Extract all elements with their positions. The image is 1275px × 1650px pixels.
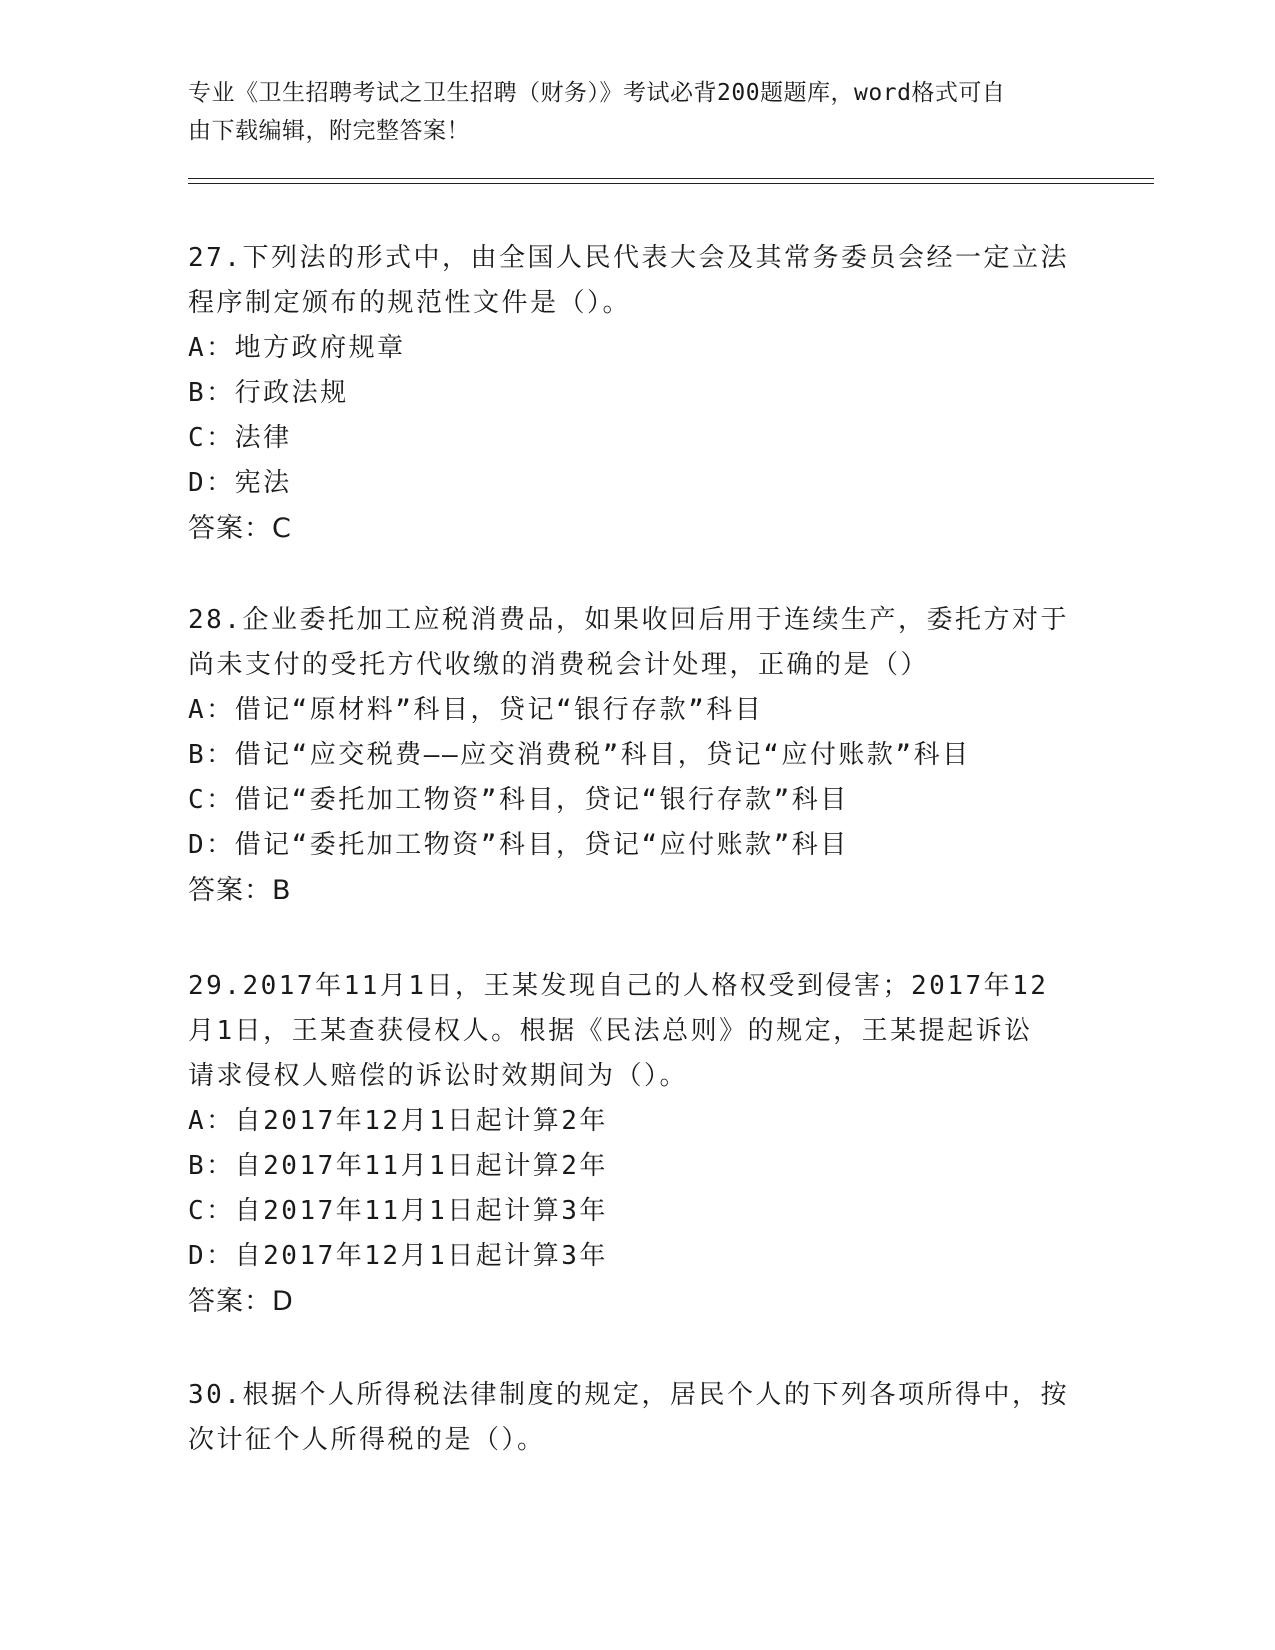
answer-line: 答案：B — [188, 875, 292, 906]
question-29 — [188, 964, 1078, 1325]
header-divider-line — [188, 183, 1154, 184]
question-28 — [188, 598, 1078, 914]
header-divider-line — [188, 178, 1154, 179]
document-header-note — [188, 74, 1078, 150]
option-c: C：借记“委托加工物资”科目，贷记“银行存款”科目 — [188, 785, 849, 815]
option-b: B：自2017年11月1日起计算2年 — [188, 1151, 608, 1181]
option-a: A：借记“原材料”科目，贷记“银行存款”科目 — [188, 695, 764, 725]
option-d: D：自2017年12月1日起计算3年 — [188, 1241, 608, 1271]
question-stem-line: 29.2017年11月1日，王某发现自己的人格权受到侵害；2017年12 — [188, 971, 1049, 1001]
option-a: A：地方政府规章 — [188, 333, 406, 363]
option-c: C：法律 — [188, 423, 292, 453]
option-c: C：自2017年11月1日起计算3年 — [188, 1196, 608, 1226]
question-stem — [188, 1373, 1078, 1463]
question-stem — [188, 598, 1078, 688]
option-b: B：行政法规 — [188, 378, 349, 408]
question-stem-line: 程序制定颁布的规范性文件是（）。 — [188, 288, 632, 318]
question-27 — [188, 236, 1078, 552]
question-stem-line: 请求侵权人赔偿的诉讼时效期间为（）。 — [188, 1061, 689, 1091]
question-stem-line: 尚未支付的受托方代收缴的消费税会计处理，正确的是（） — [188, 650, 930, 680]
question-stem — [188, 236, 1078, 326]
question-stem-line: 27.下列法的形式中，由全国人民代表大会及其常务委员会经一定立法 — [188, 243, 1069, 273]
question-30 — [188, 1373, 1078, 1463]
question-stem-line: 次计征个人所得税的是（）。 — [188, 1425, 546, 1455]
question-stem-line: 月1日，王某查获侵权人。根据《民法总则》的规定，王某提起诉讼 — [188, 1016, 1033, 1046]
question-stem — [188, 964, 1078, 1099]
answer-line: 答案：D — [188, 1286, 294, 1317]
answer-line: 答案：C — [188, 513, 292, 544]
option-b: B：借记“应交税费——应交消费税”科目，贷记“应付账款”科目 — [188, 740, 971, 770]
header-line: 由下载编辑，附完整答案！ — [188, 118, 470, 144]
option-d: D：宪法 — [188, 468, 292, 498]
question-stem-line: 30.根据个人所得税法律制度的规定，居民个人的下列各项所得中，按 — [188, 1380, 1069, 1410]
question-stem-line: 28.企业委托加工应税消费品，如果收回后用于连续生产，委托方对于 — [188, 605, 1069, 635]
header-line: 专业《卫生招聘考试之卫生招聘（财务）》考试必背200题题库，word格式可自 — [188, 80, 1006, 106]
option-a: A：自2017年12月1日起计算2年 — [188, 1106, 608, 1136]
option-d: D：借记“委托加工物资”科目，贷记“应付账款”科目 — [188, 830, 849, 860]
